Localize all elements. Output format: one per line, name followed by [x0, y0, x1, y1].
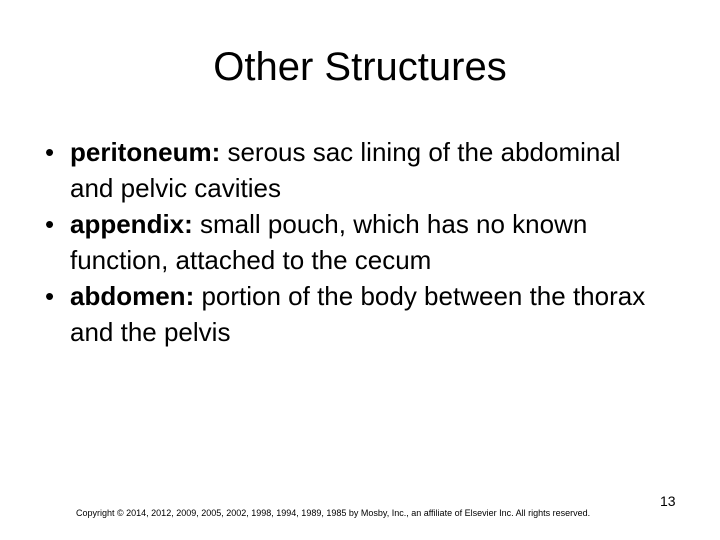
bullet-list [45, 134, 665, 350]
bullet-term: peritoneum: [70, 137, 221, 167]
bullet-definition: serous sac lining of the abdominal and pelvic cavities [70, 137, 621, 203]
bullet-item-peritoneum [45, 134, 665, 206]
bullet-dot-icon: • [45, 137, 55, 167]
page-number: 13 [660, 493, 676, 509]
slide-title: Other Structures [213, 45, 507, 89]
bullet-dot-icon: • [45, 209, 55, 239]
bullet-item-appendix [45, 206, 665, 278]
bullet-definition: portion of the body between the thorax and the pelvis [70, 281, 646, 347]
bullet-term: abdomen: [70, 281, 195, 311]
bullet-definition: small pouch, which has no known function, attached to the cecum [70, 209, 588, 275]
bullet-term: appendix: [70, 209, 193, 239]
bullet-item-abdomen [45, 278, 665, 350]
copyright-notice: Copyright © 2014, 2012, 2009, 2005, 2002, 1998, 1994, 1989, 1985 by Mosby, Inc., an affiliate of Elsevier Inc. All rights reserved. [76, 508, 591, 518]
bullet-dot-icon: • [45, 281, 55, 311]
